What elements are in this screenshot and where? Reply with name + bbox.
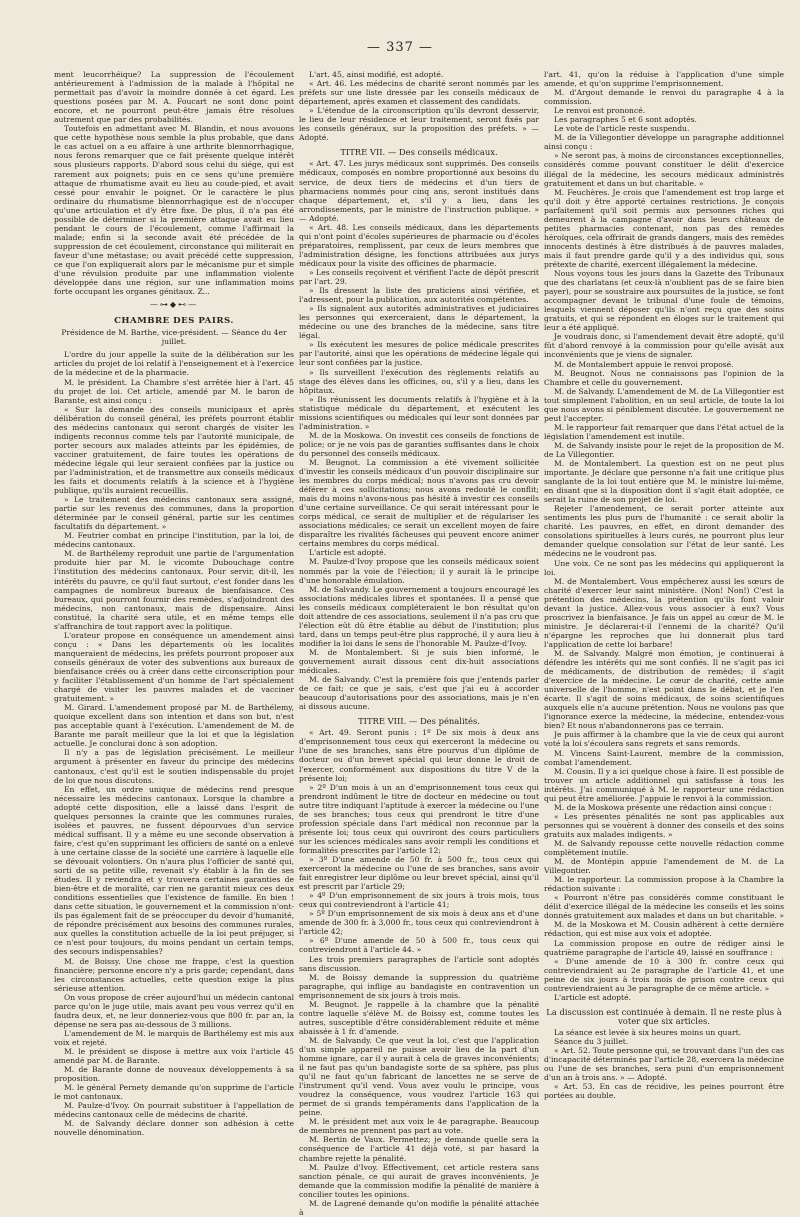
paragraph: L'art. 45, ainsi modifié, est adopté.: [309, 70, 444, 79]
paragraph: En effet, un ordre unique de médecins rend presque nécessaire les médecins cantonaux. Lorsque la chambre a adopté cette disposition, elle a laissé dans l'esprit de quelques personnes la crainte que les communes rurales, isolées et pauvres, ne fussent dépourvues d'un service médical suffisant. Il y a même eu une seconde observation à faire, c'est qu'en supprimant les officiers de santé on a enlevé à une certaine classe de la société une carrière à laquelle elle se dévouait volontiers. On n'aura plus l'officier de santé qui, sorti de sa petite ville, revenait s'y établir à la fin de ses études. Il y reviendra et y trouvera certaines garanties de bien-être et de moralité, car rien ne garantit mieux ces deux conditions essentielles que l'existence de famille. En bien ! dans cette situation, le gouvernement et la commission n'ont-ils pas également fait de se préoccuper du devoir d'humanité, de répondre précisément aux besoins des communes rurales, aux quelles la constitution actuelle de la loi peut préjuger, si ce n'est pour toujours, du moins pendant un certain temps, des secours indispensables?: [54, 784, 294, 957]
paragraph: M. de Boissy demande la suppression du quatrième paragraphe, qui inflige au bandagiste en contravention un emprisonnement de six jours à trois mois.: [299, 972, 539, 1000]
paragraph: M. d'Argout demande le renvoi du paragraphe 4 à la commission.: [544, 88, 784, 107]
paragraph: Les paragraphes 5 et 6 sont adoptés.: [554, 115, 697, 125]
paragraph: ment leucorrhéique? La suppression de l'écoulement antérieurement à l'admission de la malade à l'hôpital ne permettait pas d'avoir la moindre donnée à cet égard. Les questions posées par M. A. Foucart ne sont donc point encore, et ne pourront peut-être jamais être résolues autrement que par des probabilités.: [54, 70, 294, 125]
paragraph: M. le rapporteur fait remarquer que dans l'état actuel de la législation l'amendement est inutile.: [544, 422, 784, 441]
paragraph: M. Bertin de Vaux. Permettez; je demande quelle sera la conséquence de l'article 41 déjà voté, si par hasard la chambre rejette la pénalité.: [299, 1135, 539, 1163]
paragraph: L'article est adopté.: [554, 992, 631, 1002]
paragraph: M. de la Villegontier développe un paragraphe additionnel ainsi conçu :: [544, 133, 784, 152]
paragraph: l'art. 41, qu'on la réduise à l'application d'une simple amende, et qu'on supprime l'emprisonnement.: [544, 70, 784, 89]
paragraph: « Pourront n'être pas considérés comme constituant le délit d'exercice illégal de la médecine les conseils et les soins donnés gratuitement aux malades et dans un but charitable. »: [544, 893, 784, 921]
paragraph: M. Cousin. Il y a ici quelque chose à faire. Il est possible de trouver un article additionnel qui satisfasse à tous les intérêts. J'ai communiqué à M. le rapporteur une rédaction qui peut être améliorée. J'appuie le renvoi à la commission.: [544, 766, 784, 803]
paragraph: « Sur la demande des conseils municipaux et après délibération du conseil général, les préfets pourront établir des médecins cantonaux qui seront chargés de visiter les indigents reconnus comme tels par l'autorité municipale, de porter secours aux malades atteints par les épidémies, de vacciner gratuitement, de faire toutes les opérations de médecine légale qui leur seraient confiées par la justice ou par l'administration, et de transmettre aux conseils médicaux les faits et documents relatifs à la science et à l'hygiène publique, qu'ils auraient recueillis.: [54, 404, 294, 496]
paragraph: M. Beugnot. Je rappelle à la chambre que la pénalité contre laquelle s'élève M. de Boissy est, comme toutes les autres, susceptible d'être considérablement réduite et même abaissée à 1 fr. d'amende.: [299, 999, 539, 1036]
section-title: CHAMBRE DES PAIRS.: [114, 316, 234, 327]
paragraph: » Ils réunissent les documents relatifs à l'hygiène et à la statistique médicale du département, et exécutent les missions scientifiques ou médicales qui leur sont données par l'administration. »: [299, 394, 539, 431]
paragraph: La séance est levée à six heures moins un quart.: [554, 1027, 742, 1037]
section-subtitle: Présidence de M. Barthe, vice-président. — Séance du 4er juillet.: [61, 328, 287, 347]
paragraph: » Ils dressent la liste des praticiens ainsi vérifiée, et l'adressent, pour la publication, aux autorités compétentes.: [299, 286, 539, 305]
paragraph: M. Vincens Saint-Laurent, membre de la commission, combat l'amendement.: [544, 748, 784, 767]
paragraph: » Le traitement des médecins cantonaux sera assigné, partie sur les revenus des communes, dans la proportion déterminée par le conseil général, partie sur les centimes facultatifs du département. »: [54, 495, 294, 532]
paragraph: M. Girard. L'amendement proposé par M. de Barthélemy, quoique excellent dans son intention et dans son but, n'est pas acceptable quant à l'exécution. L'amendement de M. de Barante me paraît meilleur que la loi et que la législation actuelle. Je conclurai donc à son adoption.: [54, 703, 294, 749]
paragraph: M. de Salvandy. Malgré mon émotion, je continuerai à défendre les intérêts qui me sont confiés. Il ne s'agit pas ici de médicaments, de distribution de remèdes; il s'agit d'exercice de la médecine. Le cœur de charité, cette amie universelle de l'homme, n'est point dans le débat, et je l'en écarte. Il s'agit de soins médicaux, de soins scientifiques auxquels elle n'a aucune prétention. Nous ne voulons pas que l'ignorance exerce la médecine, la médecine, entendez-vous bien? Et nous n'abandonnerons pas ce terrain.: [544, 649, 784, 731]
paragraph: « Art. 52. Toute personne qui, se trouvant dans l'un des cas d'incapacité déterminés par l'article 28, exercera la médecine ou l'une de ses branches, sera puni d'un emprisonnement d'un an à trois ans. » — Adopté.: [544, 1046, 784, 1083]
section-title: TITRE VII. — Des conseils médicaux.: [340, 147, 498, 158]
paragraph: L'article est adopté.: [309, 548, 386, 558]
paragraph: Le vote de l'article reste suspendu.: [554, 124, 690, 134]
paragraph: M. le général Pernety demande qu'on supprime de l'article le mot cantonaux.: [54, 1083, 294, 1102]
paragraph: Je puis affirmer à la chambre que la vie de ceux qui auront voté la loi s'écoulera sans regrets et sans remords.: [544, 730, 784, 749]
ornament-divider: —⊶◆⊷—: [149, 300, 199, 310]
paragraph: M. Paulze-d'Ivoy. On pourrait substituer à l'appellation de médecins cantonaux celle de médecins de charité.: [54, 1101, 294, 1120]
paragraph: » L'étendue de la circonscription qu'ils devront desservir, le lieu de leur résidence et leur traitement, seront fixés par les conseils généraux, sur la proposition des préfets. » — Adopté.: [299, 106, 539, 143]
paragraph: M. de Salvandy. L'amendement de M. de La Villegontier est tout simplement l'abolition, en un seul article, de toute la loi que nous avons si péniblement discutée. Le gouvernement ne peut l'accepter.: [544, 386, 784, 423]
section-title: TITRE VIII. — Des pénalités.: [358, 716, 480, 727]
paragraph: M. de Salvandy. Ce que veut la loi, c'est que l'application d'un simple appareil ne puisse avoir lieu de la part d'un homme ignare, car il y aurait à cela de graves inconvénients; il ne faut pas qu'un bandagiste sorte de sa sphère, pas plus qu'il ne faut qu'un fabricant de lancettes ne se serve de l'instrument qu'il vend. Vous avez voulu le principe, vous voudrez la conséquence, vous voudrez l'article 163 qui permet de si grands tempéraments dans l'application de la peine.: [299, 1035, 539, 1118]
paragraph: M. Feutrier combat en principe l'institution, par la loi, de médecins cantonaux.: [54, 531, 294, 550]
paragraph: M. de Salvandy. C'est la première fois que j'entends parler de ce fait; ce que je sais, c'est que j'ai eu à accorder beaucoup d'autorisations pour des associations, mais je n'en ai dissous aucune.: [299, 675, 539, 712]
paragraph: M. de Barante donne de nouveaux développements à sa proposition.: [54, 1065, 294, 1084]
paragraph: « Art. 47. Les jurys médicaux sont supprimés. Des conseils médicaux, composés en nombre proportionné aux besoins du service, de deux tiers de médecins et d'un tiers de pharmaciens nommés pour cinq ans, seront institués dans chaque département, et, s'il y a lieu, dans les arrondissements, par le ministre de l'instruction publique. » — Adopté.: [299, 159, 539, 223]
paragraph: Une voix. Ce ne sont pas les médecins qui appliqueront la loi.: [544, 558, 784, 577]
paragraph: « D'une amende de 10 à 300 fr. contre ceux qui contreviendraient au 2e paragraphe de l'article 41, et une peine de six jours à trois mois de prison contre ceux qui contreviendraient au 3e paragraphe de ce même article. »: [544, 956, 784, 993]
paragraph: M. de Montalembert. Si je suis bien informé, le gouvernement aurait dissous cent dix-huit associations médicales.: [299, 647, 539, 676]
paragraph: » 3º D'une amende de 50 fr. à 500 fr., tous ceux qui exerceront la médecine ou l'une de ses branches, sans avoir fait enregistrer leur diplôme ou leur brevet spécial, ainsi qu'il est prescrit par l'article 29;: [299, 854, 539, 892]
paragraph: « Art. 48. Les conseils médicaux, dans les départements qui n'ont point d'écoles supérieures de pharmacie ou d'écoles préparatoires, remplissent, par ceux de leurs membres que l'administration désigne, les fonctions attribuées aux jurys médicaux pour la visite des officines de pharmacie.: [299, 222, 539, 268]
paragraph: M. Beugnot. Nous ne connaissons pas l'opinion de la Chambre et celle du gouvernement.: [544, 368, 784, 387]
paragraph: M. le rapporteur. La commission propose à la Chambre la rédaction suivante :: [544, 875, 784, 894]
paragraph: « Art. 46. Les médecins de charité seront nommés par les préfets sur une liste dressée par les conseils médicaux de département, après examen et classement des candidats.: [299, 79, 539, 107]
paragraph: Je voudrais donc, si l'amendement devait être adopté, qu'il fût d'abord renvoyé à la commission pour qu'elle avisât aux inconvénients que je viens de signaler.: [544, 332, 784, 360]
paragraph: La commission propose en outre de rédiger ainsi le quatrième paragraphe de l'article 49, laissé en souffrance :: [544, 938, 784, 957]
column-left: [54, 70, 294, 1150]
paragraph: L'amendement de M. le marquis de Barthélemy est mis aux voix et rejeté.: [54, 1028, 294, 1047]
paragraph: M. de Montalembert. La question est on ne peut plus importante. Je déclare que personne n'a fait une critique plus sanglante de la loi tout entière que M. le ministre lui-même, en disant que si la disposition dont il s'agit était adoptée, ce serait la ruine de son projet de loi.: [544, 459, 784, 505]
column-middle: [299, 70, 539, 1217]
paragraph: » 2º D'un mois à un an d'emprisonnement tous ceux qui prendront indûment le titre de docteur en médecine ou tout autre titre indiquant l'aptitude à exercer la médecine ou l'une de ses branches; tous ceux qui prendront le titre d'une profession spéciale dans l'art médical non reconnue par la présente loi; tous ceux qui ouvriront des cours particuliers sur les sciences médicales sans avoir rempli les conditions et formalités prescrites par l'article 12;: [299, 782, 539, 855]
paragraph: M. le président met aux voix le 4e paragraphe. Beaucoup de membres ne prennent pas part au vote.: [299, 1117, 539, 1136]
paragraph: » 5º D'un emprisonnement de six mois à deux ans et d'une amende de 300 fr. à 3,000 fr., tous ceux qui contreviendront à l'article 42;: [299, 909, 539, 937]
paragraph: M. de Salvandy déclare donner son adhésion à cette nouvelle dénomination.: [54, 1119, 294, 1138]
paragraph: Rejeter l'amendement, ce serait porter atteinte aux sentiments les plus purs de l'humanité : ce serait abolir la charité. Les pauvres, en effet, en diront demander des consolations spirituelles à leurs curés, ne pourront plus leur demander quelque consolation sur l'état de leur santé. Les médecins ne le voudront pas.: [544, 504, 784, 559]
paragraph: M. le président. La Chambre s'est arrêtée hier à l'art. 45 du projet de loi. Cet article, amendé par M. le baron de Barante, est ainsi conçu :: [54, 377, 294, 405]
paragraph: M. de Montalembert appuie le renvoi proposé.: [554, 359, 734, 369]
paragraph: « Art. 53. En cas de récidive, les peines pourront être portées au double.: [544, 1082, 784, 1101]
paragraph: « Art. 49. Seront punis : 1º De six mois à deux ans d'emprisonnement tous ceux qui exerceront la médecine ou l'une de ses branches, sans être pourvus d'un diplôme de docteur ou d'un brevet spécial qui leur donne le droit de l'exercer, conformément aux dispositions du titre V de la présente loi;: [299, 728, 539, 783]
paragraph: M. de Montépin appuie l'amendement de M. de La Villegontier.: [544, 857, 784, 876]
paragraph: M. de Boissy. Une chose me frappe, c'est la question financière; personne encore n'y a pris garde; cependant, dans les circonstances actuelles, cette question exige la plus sérieuse attention.: [54, 956, 294, 993]
paragraph: M. de la Moskowa et M. Cousin adhèrent à cette dernière rédaction, qui est mise aux voix et adoptée.: [544, 920, 784, 939]
paragraph: On vous propose de créer aujourd'hui un médecin cantonal parce qu'on le juge utile, mais avant peu vous verrez qu'il en faudra deux, et, ne leur donneriez-vous que 800 fr. par an, la dépense ne sera pas au-dessous de 3 millions.: [54, 992, 294, 1029]
paragraph: M. Paulze-d'Ivoy propose que les conseils médicaux soient nommés par la voie de l'élection; il y aurait là le principe d'une honorable émulation.: [299, 557, 539, 585]
paragraph: M. de Montalembert. Vous empêcherez aussi les sœurs de charité d'exercer leur saint ministère. (Non! Non!) C'est la prétention des médecins, la prétention qu'ils font valoir devant la justice. Allez-vous vous associer à eux? Vous proscrivez la bienfaisance. Je fais un appel au cœur de M. le ministre. Je déclarerai-t-il l'ennemi de la charité? Qu'il n'épargne les reproches que lui donnerait plus tard l'application de cette loi barbare!: [544, 576, 784, 649]
paragraph: Nous voyons tous les jours dans la Gazette des Tribunaux que des charlatans (et ceux-là n'oublient pas de se faire bien payer), pour se soustraire aux poursuites de la justice, se font accompagner devant le tribunal d'une foule de témoins, lesquels viennent déposer qu'ils n'ont reçu que des soins gratuits, et qui se répondent en éloges sur le traitement qui leur a été appliqué.: [544, 269, 784, 333]
section-title: La discussion est continuée à demain. Il ne reste plus à voter que six articles.: [546, 1006, 782, 1026]
paragraph: L'orateur propose en conséquence un amendement ainsi conçu : « Dans les départements où les localités manqueraient de médecins, les préfets pourront proposer aux conseils généraux de voter des subventions aux bureaux de bienfaisance créés ou à créer dans cette circonscription pour y faciliter l'établissement d'un homme de l'art spécialement chargé de visiter les pauvres malades et de vacciner gratuitement. »: [54, 630, 294, 704]
paragraph: L'ordre du jour appelle la suite de la délibération sur les articles du projet de loi relatif à l'enseignement et à l'exercice de la médecine et de la pharmacie.: [54, 350, 294, 378]
paragraph: M. de Salvandy insiste pour le rejet de la proposition de M. de La Villegontier.: [544, 440, 784, 459]
paragraph: » Les conseils reçoivent et vérifient l'acte de dépôt prescrit par l'art. 29.: [299, 267, 539, 287]
paragraph: Séance du 3 juillet.: [554, 1036, 629, 1046]
paragraph: » 6º D'une amende de 50 à 500 fr., tous ceux qui contreviendront à l'article 44. »: [299, 936, 539, 955]
paragraph: M. de Barthélemy reproduit une partie de l'argumentation produite hier par M. le vicomte Dubouchage contre l'institution des médecins cantonaux. Pour servir, dit-il, les intérêts du pauvre, ce qu'il faut surtout, c'est fonder dans les campagnes de nombreux bureaux de bienfaisance. Ces bureaux, qui pourront fournir des remèdes, s'adjoindront des médecins, non cantonaux, mais de dispensaire. Ainsi constitué, la charité sera utile, et en même temps elle s'affranchira de tout rapport avec la politique.: [54, 549, 294, 631]
page-number: — 337 —: [366, 40, 434, 55]
paragraph: M. le président se dispose à mettre aux voix l'article 45 amendé par M. de Barante.: [54, 1046, 294, 1066]
paragraph: M. Beugnot. La commission a été vivement sollicitée d'investir les conseils médicaux d'un pouvoir disciplinaire sur les membres du corps médical; nous n'avons pas cru devoir déférer à ces sollicitations; nous avons redouté le conflit; mais du moins n'avons-nous pas hésité à investir ces conseils d'une certaine surveillance. Ce qui serait intéressant pour le corps médical, ce serait de multiplier et de régulariser les associations médicales; ce serait un excellent moyen de faire disparaître les rivalités fâcheuses qui peuvent encore animer certains membres du corps médical.: [299, 457, 539, 549]
paragraph: » 4º D'un emprisonnement de six jours à trois mois, tous ceux qui contreviendront à l'article 41;: [299, 891, 539, 910]
paragraph: » Ils exécutent les mesures de police médicale prescrites par l'autorité, ainsi que les opérations de médecine légale qui leur sont confiées par la justice.: [299, 340, 539, 368]
paragraph: » Ne seront pas, à moins de circonstances exceptionnelles, considérés comme pouvant constituer le délit d'exercice illégal de la médecine, les secours médicaux administrés gratuitement et dans un but charitable. »: [544, 151, 784, 188]
paragraph: Il n'y a pas de législation précisément. Le meilleur argument à présenter en faveur du principe des médecins cantonaux, c'est qu'il est le soutien indispensable du projet de loi que nous discutons.: [54, 748, 294, 785]
paragraph: Toutefois en admettant avec M. Blandin, et nous avouons que cette hypothèse nous semble la plus probable, que dans le cas actuel on a eu affaire à une arthrite blennorrhagique, nous ferons remarquer que ce fait présente quelque intérêt sous plusieurs rapports. D'abord sous celui du siége, qui est rarement aux poignets; puis en ce sens qu'une première attaque de rhumatisme avait eu lieu au coude-pied, et avait cessé pour envahir le poignet. Or le caractère le plus ordinaire du rhumatisme blennorrhagique est de n'occuper qu'une articulation et d'y être fixe. De plus, il n'a pas été possible de déterminer si la première attaque avait eu lieu pendant le cours de l'écoulement, comme l'affirmait la malade; enfin si la seconde avait été précédée de la suppression de cet écoulement, circonstance qui militerait en faveur d'une métastase; ou avait précédé cette suppression, ce que l'on expliquerait alors par le mécanisme pur et simple d'une révulsion produite par une inflammation violente développée dans une région, sur une inflammation moins forte occupant les organes génitaux. Z...: [54, 124, 294, 297]
paragraph: » Ils surveillent l'exécution des règlements relatifs au stage des élèves dans les officines, ou, s'il y a lieu, dans les hôpitaux.: [299, 367, 539, 395]
paragraph: M. Feuchères. Je crois que l'amendement est trop large et qu'il doit y être apporté certaines restrictions. Je conçois parfaitement qu'il soit permis aux personnes riches qui demeurent à la campagne d'avoir dans leurs châteaux de petites pharmacies contenant, non pas des remèdes héroïques, cela offrirait de grands dangers, mais des remèdes innocents destinés à être distribués à de pauvres malades, mais il faut prendre garde qu'il y a des individus qui, sous prétexte de charité, exercent illégalement la médecine.: [544, 187, 784, 269]
paragraph: M. Paulze d'Ivoy. Effectivement, cet article restera sans sanction pénale, ce qui aurait de graves inconvénients. Je demande que la commission modifie la pénalité de manière à concilier toutes les opinions.: [299, 1162, 539, 1199]
paragraph: M. de Salvandy repousse cette nouvelle rédaction comme complètement inutile.: [544, 838, 784, 858]
paragraph: « Les présentes pénalités ne sont pas applicables aux personnes qui se vouèrent à donner des conseils et des soins gratuits aux malades indigents. »: [544, 811, 784, 839]
paragraph: M. de Salvandy. Le gouvernement a toujours encouragé les associations médicales libres et spontanées. Il a pensé que les conseils médicaux compléteraient le bon résultat qu'on doit attendre de ces associations, seulement il n'a pas cru que l'élection eût dû être établie au début de l'institution; plus tard, dans un temps peut-être plus rapproché, il y aura lieu à modifier la loi dans le sens de l'honorable M. Paulze-d'Ivoy.: [299, 584, 539, 648]
paragraph: Les trois premiers paragraphes de l'article sont adoptés sans discussion.: [299, 954, 539, 973]
paragraph: Le renvoi est prononcé.: [554, 106, 646, 116]
paragraph: M. de Lagrené demande qu'on modifie la pénalité attachée à: [299, 1198, 539, 1217]
paragraph: M. de la Moskowa présente une rédaction ainsi conçue :: [554, 802, 772, 812]
paragraph: » Ils signalent aux autorités administratives et judiciaires les personnes qui exerceraient, dans le département, la médecine ou une des branches de la médecine, sans titre légal.: [299, 304, 539, 341]
column-right: [544, 70, 784, 1150]
paragraph: M. de la Moskowa. On investit ces conseils de fonctions de police; or je ne vois pas de garanties suffisantes dans le choix du personnel des conseils médicaux.: [299, 430, 539, 458]
